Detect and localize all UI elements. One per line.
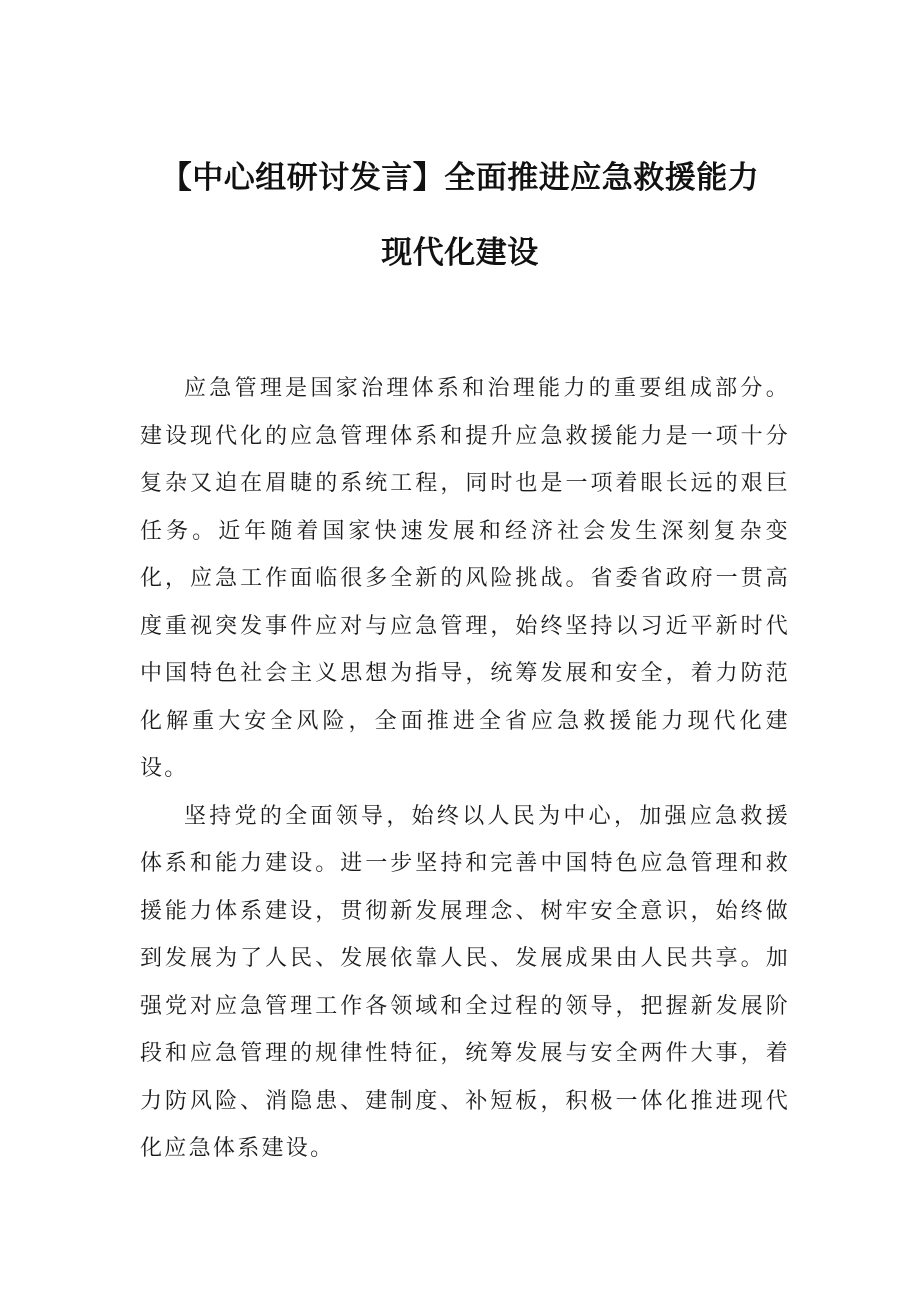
body-paragraph-2: 坚持党的全面领导，始终以人民为中心，加强应急救援体系和能力建设。进一步坚持和完善中国特色应急管理和救援能力体系建设，贯彻新发展理念、树牢安全意识，始终做到发展为了人民、发展依靠人民、发展成果由人民共享。加强党对应急管理工作各领域和全过程的领导，把握新发展阶段和应急管理的规律性特征，统筹发展与安全两件大事，着力防风险、消隐患、建制度、补短板，积极一体化推进现代化应急体系建设。 (140, 803, 790, 1161)
document-body (140, 365, 790, 1173)
body-paragraph-1: 应急管理是国家治理体系和治理能力的重要组成部分。建设现代化的应急管理体系和提升应急救援能力是一项十分复杂又迫在眉睫的系统工程，同时也是一项着眼长远的艰巨任务。近年随着国家快速发展和经济社会发生深刻复杂变化，应急工作面临很多全新的风险挑战。省委省政府一贯高度重视突发事件应对与应急管理，始终坚持以习近平新时代中国特色社会主义思想为指导，统筹发展和安全，着力防范化解重大安全风险，全面推进全省应急救援能力现代化建设。 (140, 376, 790, 781)
document-title-line-2: 现代化建设 (381, 235, 539, 271)
document-title-line-1: 【中心组研讨发言】全面推进应急救援能力 (160, 160, 760, 196)
